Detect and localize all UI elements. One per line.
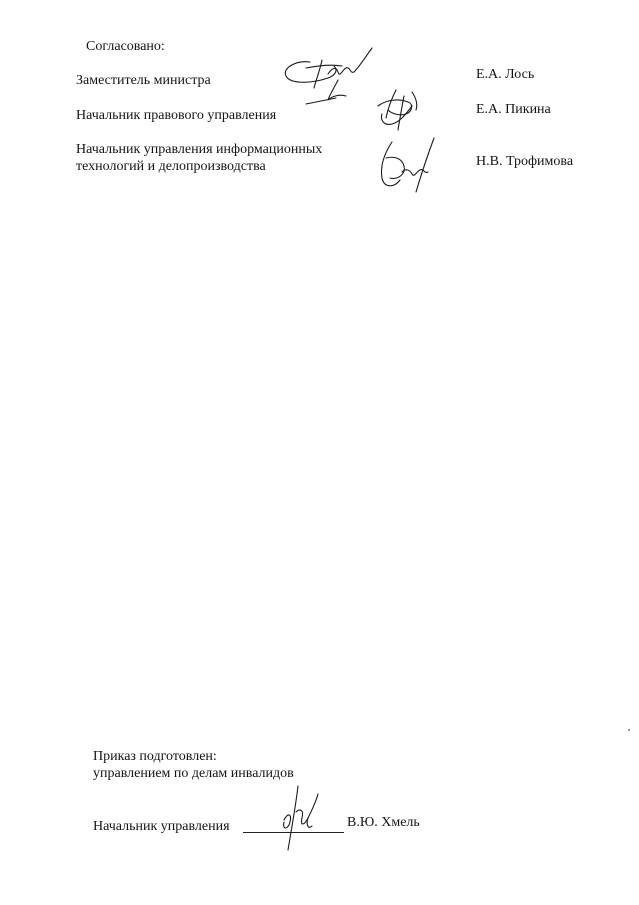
scan-speck xyxy=(628,729,630,731)
signature-deputy-minister xyxy=(276,44,386,110)
prepared-by-heading: Приказ подготовлен: xyxy=(93,749,217,764)
approver-position-it-head-line2: технологий и делопроизводства xyxy=(76,159,266,174)
approval-heading: Согласовано: xyxy=(86,39,165,54)
approver-position-legal-head: Начальник правового управления xyxy=(76,108,277,123)
signature-preparer xyxy=(268,782,328,854)
signature-legal-head xyxy=(372,84,432,136)
approver-position-it-head-line1: Начальник управления информационных xyxy=(76,142,323,157)
preparer-position: Начальник управления xyxy=(93,819,230,834)
prepared-by-department: управлением по делам инвалидов xyxy=(93,766,294,781)
approver-name-legal-head: Е.А. Пикина xyxy=(476,102,551,117)
approver-position-deputy-minister: Заместитель министра xyxy=(76,73,211,88)
signature-it-head xyxy=(372,132,442,198)
preparer-name: В.Ю. Хмель xyxy=(347,815,420,830)
approver-name-deputy-minister: Е.А. Лось xyxy=(476,67,535,82)
approver-name-it-head: Н.В. Трофимова xyxy=(476,154,574,169)
